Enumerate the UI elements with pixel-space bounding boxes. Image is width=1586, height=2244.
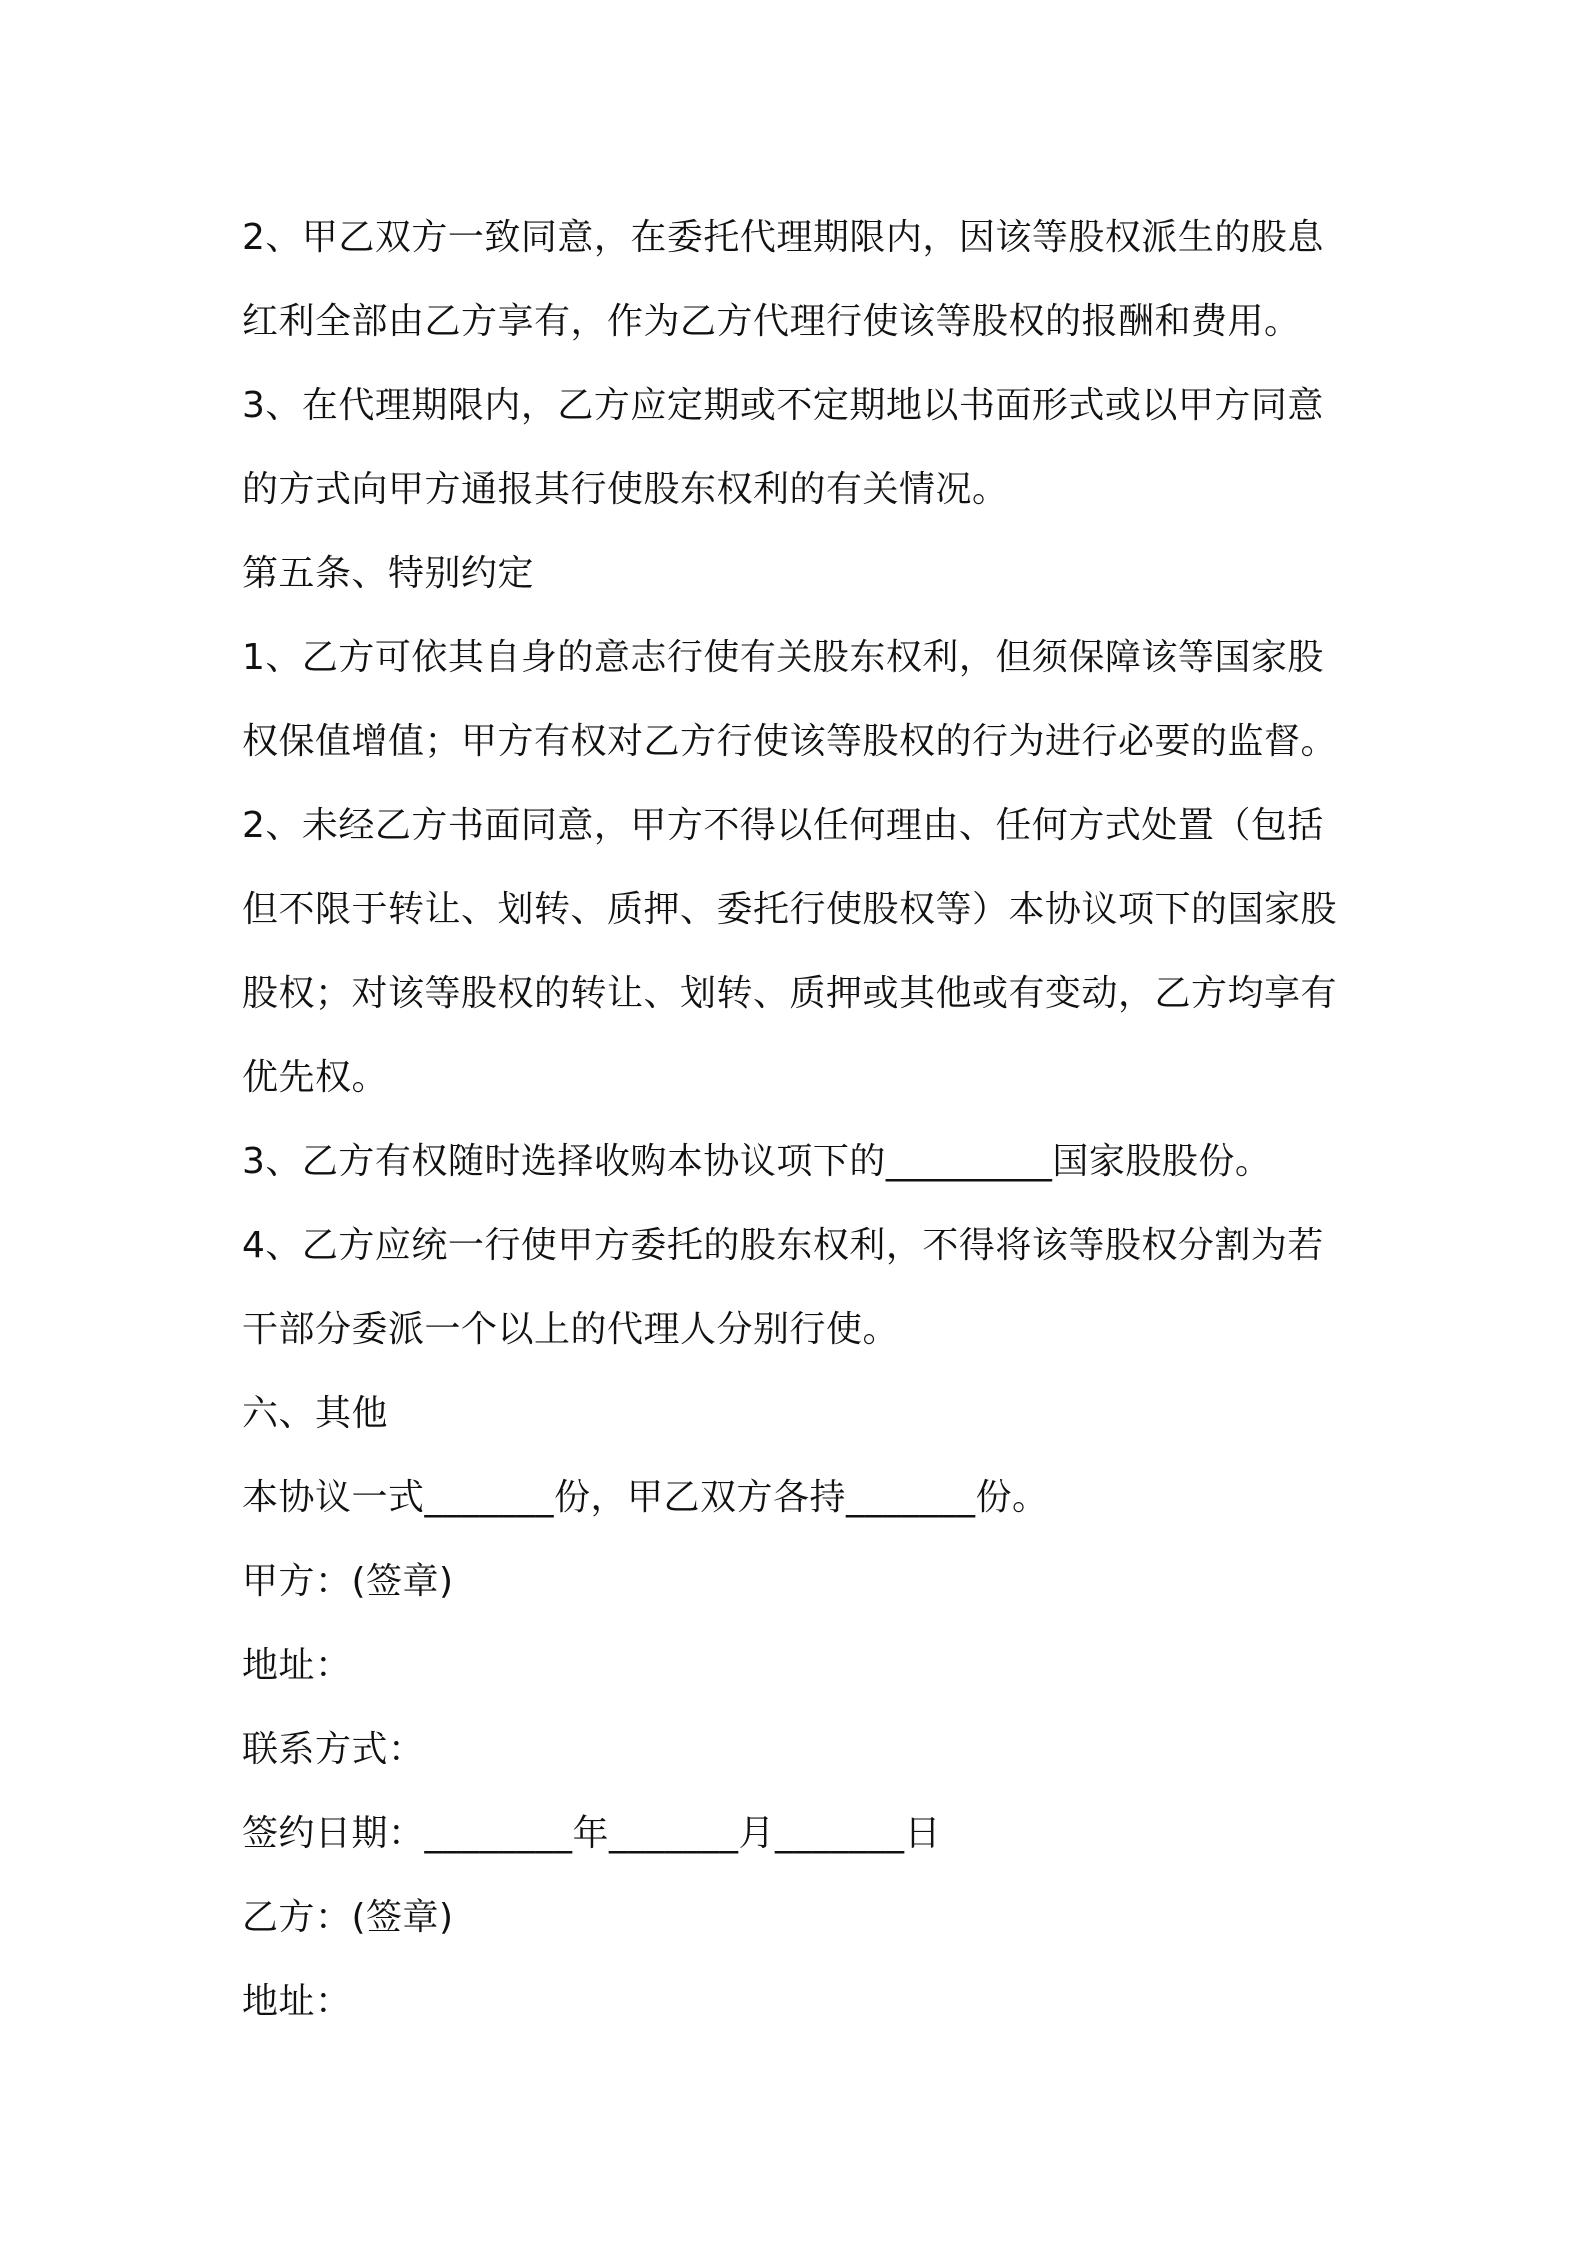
article-5-clause-2-line-1: 2、未经乙方书面同意，甲方不得以任何理由、任何方式处置（包括 [242,805,1324,846]
copies-clause: 本协议一式_______份，甲乙双方各持_______份。 [242,1477,1049,1518]
signing-date: 签约日期：________年_______月_______日 [242,1813,942,1854]
clause-2-line-2: 红利全部由乙方享有，作为乙方代理行使该等股权的报酬和费用。 [242,301,1301,342]
party-b-signature: 乙方：(签章) [242,1897,454,1938]
party-a-signature: 甲方：(签章) [242,1561,454,1602]
party-a-contact: 联系方式： [242,1729,425,1770]
document-body [242,196,1362,2044]
article-5-clause-1-line-2: 权保值增值；甲方有权对乙方行使该等股权的行为进行必要的监督。 [242,721,1338,762]
section-heading-article-5: 第五条、特别约定 [242,553,535,594]
party-b-address: 地址： [242,1981,352,2022]
clause-3-line-2: 的方式向甲方通报其行使股东权利的有关情况。 [242,469,1009,510]
article-5-clause-2-line-4: 优先权。 [242,1057,389,1098]
clause-2-line-1: 2、甲乙双方一致同意，在委托代理期限内，因该等股权派生的股息 [242,217,1324,258]
article-5-clause-4-line-1: 4、乙方应统一行使甲方委托的股东权利，不得将该等股权分割为若 [242,1225,1324,1266]
party-a-address: 地址： [242,1645,352,1686]
article-5-clause-2-line-3: 股权；对该等股权的转让、划转、质押或其他或有变动，乙方均享有 [242,973,1338,1014]
article-5-clause-4-line-2: 干部分委派一个以上的代理人分别行使。 [242,1309,900,1350]
clause-3-line-1: 3、在代理期限内，乙方应定期或不定期地以书面形式或以甲方同意 [242,385,1324,426]
article-5-clause-2-line-2: 但不限于转让、划转、质押、委托行使股权等）本协议项下的国家股 [242,889,1338,930]
section-heading-other: 六、其他 [242,1393,389,1434]
article-5-clause-1-line-1: 1、乙方可依其自身的意志行使有关股东权利，但须保障该等国家股 [242,637,1324,678]
article-5-clause-3: 3、乙方有权随时选择收购本协议项下的_________国家股股份。 [242,1141,1272,1182]
